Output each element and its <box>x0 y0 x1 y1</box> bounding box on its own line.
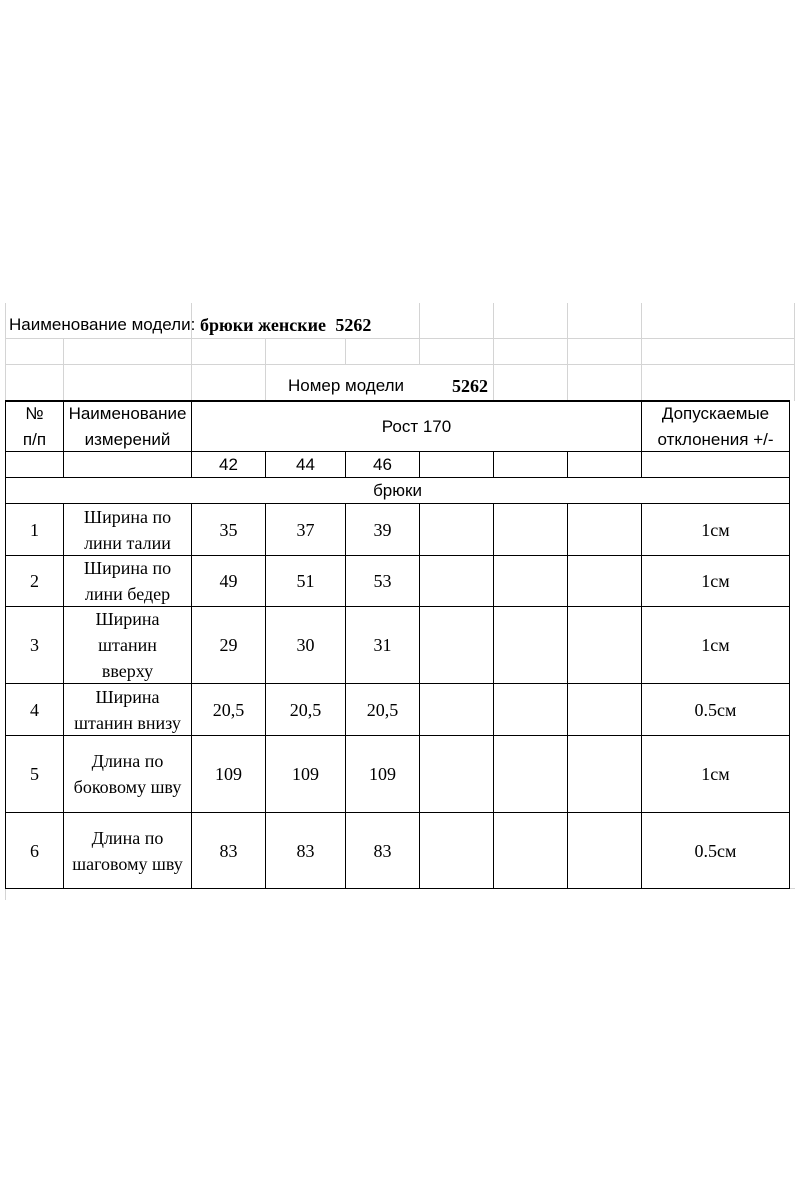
border-line <box>419 451 420 478</box>
gridline <box>345 338 346 365</box>
size-value: 109 <box>292 764 319 784</box>
size-header: 42 <box>219 454 238 474</box>
size-value: 83 <box>296 840 315 861</box>
size-value: 83 <box>373 840 392 861</box>
measurement-name-line: шаговому шву <box>72 853 183 874</box>
measurement-name-line: Ширина <box>95 686 160 707</box>
tolerance-value: 1см <box>701 519 730 540</box>
model-title <box>9 312 509 338</box>
measurement-name <box>64 736 191 812</box>
border-line <box>567 451 568 478</box>
border-line <box>567 503 568 889</box>
size-value: 53 <box>373 571 392 591</box>
tolerance-value: 1см <box>701 764 730 784</box>
size-value: 49 <box>219 571 238 591</box>
measurement-name-line: штанин внизу <box>74 712 181 733</box>
border-line <box>5 888 790 889</box>
row-number: 2 <box>30 571 39 591</box>
measurement-name-line: вверху <box>101 661 154 681</box>
tolerance-value: 0.5см <box>694 699 737 720</box>
row-number: 1 <box>30 519 39 540</box>
measurement-name <box>64 504 191 555</box>
size-value: 109 <box>215 764 242 784</box>
gridline <box>567 303 568 401</box>
row-number: 3 <box>30 635 39 655</box>
header-name-line1: Наименование <box>68 403 187 423</box>
measurement-name-line: штанин <box>98 635 157 655</box>
size-value: 39 <box>373 519 392 540</box>
header-name-line2: измерений <box>84 429 171 449</box>
header-height: Рост 170 <box>381 416 452 436</box>
measurement-name-line: боковому шву <box>73 777 182 797</box>
tolerance-value: 1см <box>701 571 730 591</box>
gridline <box>63 338 64 401</box>
size-value: 20,5 <box>212 699 245 720</box>
measurement-name <box>64 556 191 606</box>
size-value: 29 <box>219 635 238 655</box>
header-number <box>6 402 63 451</box>
size-header: 46 <box>373 454 392 474</box>
measurement-name <box>64 813 191 888</box>
header-tolerance-line2: отклонения +/- <box>657 429 774 449</box>
measurement-name-line: Длина по <box>91 827 164 848</box>
border-line <box>419 503 420 889</box>
border-line <box>493 503 494 889</box>
size-value: 31 <box>373 635 392 655</box>
model-title-name: брюки женские <box>200 315 326 335</box>
size-value: 109 <box>369 764 396 784</box>
gridline <box>641 303 642 401</box>
header-tolerance-line1: Допускаемые <box>661 403 770 423</box>
header-number-line1: № <box>25 403 44 423</box>
size-value: 30 <box>296 635 315 655</box>
size-value: 51 <box>296 571 315 591</box>
measurement-name-line: Ширина <box>95 609 160 629</box>
size-value: 20,5 <box>289 699 322 720</box>
size-value: 83 <box>219 840 238 861</box>
size-header: 44 <box>296 454 315 474</box>
gridline <box>5 338 795 339</box>
gridline <box>5 364 795 365</box>
model-number-label: Номер модели <box>287 376 405 395</box>
size-value: 37 <box>296 519 315 540</box>
row-number: 4 <box>30 699 39 720</box>
size-value: 35 <box>219 519 238 540</box>
border-line <box>789 400 790 889</box>
header-number-line2: п/п <box>22 429 47 449</box>
size-value: 20,5 <box>366 699 399 720</box>
measurement-name-line: Ширина по <box>83 506 172 527</box>
border-line <box>493 451 494 478</box>
gridline <box>794 303 795 401</box>
section-title: брюки <box>373 480 422 500</box>
measurement-name-line: Длина по <box>91 751 164 771</box>
tolerance-value: 1см <box>701 635 730 655</box>
header-tolerance <box>642 402 789 451</box>
header-measurement-name <box>64 402 191 451</box>
measurement-name <box>64 684 191 735</box>
model-title-label: Наименование модели: <box>9 315 196 334</box>
tolerance-value: 0.5см <box>694 840 737 861</box>
model-title-number: 5262 <box>335 315 372 335</box>
measurement-name-line: лини талии <box>84 532 171 553</box>
row-number: 6 <box>30 840 39 861</box>
measurement-name <box>64 607 191 683</box>
measurement-name-line: лини бедер <box>84 584 171 604</box>
measurement-name-line: Ширина по <box>83 558 172 578</box>
row-number: 5 <box>30 764 39 784</box>
model-number-value: 5262 <box>452 376 488 396</box>
